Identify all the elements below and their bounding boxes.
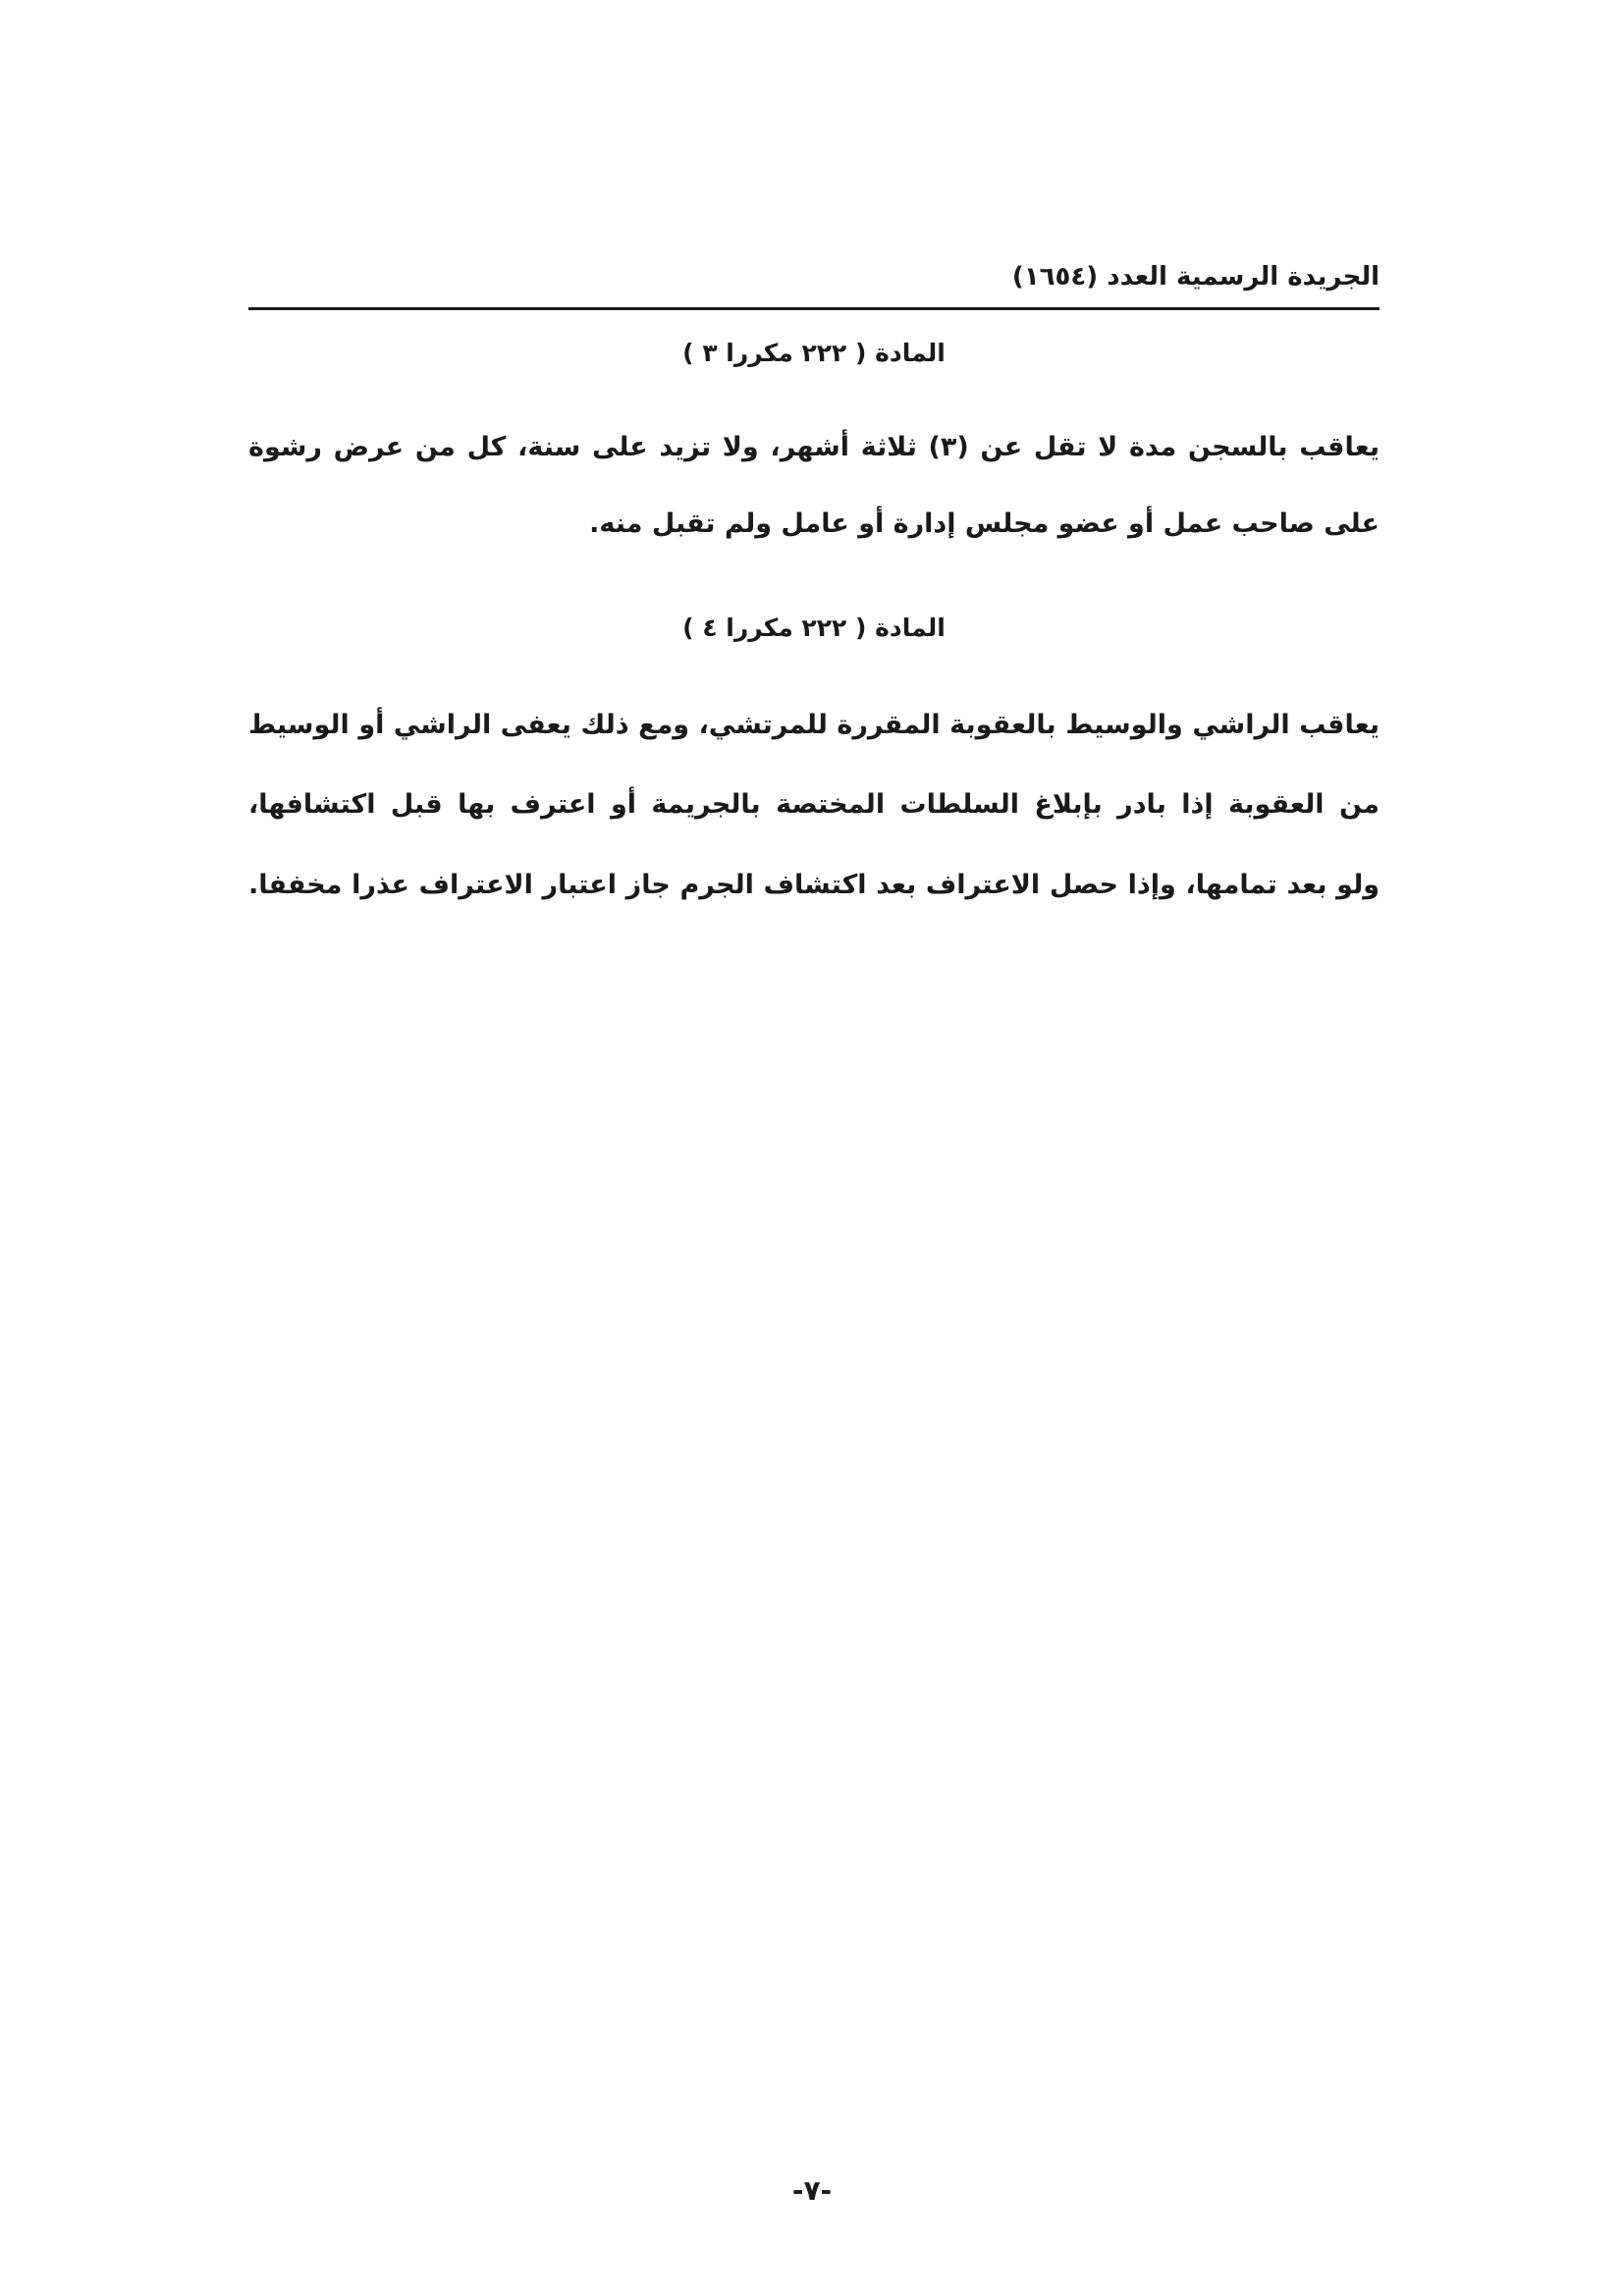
article-text-line: يعاقب بالسجن مدة لا تقل عن (٣) ثلاثة أشهر، ولا تزيد على سنة، كل من عرض رشوة (248, 432, 1380, 462)
gazette-header-title: الجريدة الرسمية العدد (١٦٥٤) (1011, 262, 1380, 292)
article-text-line: من العقوبة إذا بادر بإبلاغ السلطات المختصة بالجريمة أو اعترف بها قبل اكتشافها، (248, 789, 1380, 820)
article-text-line: ولو بعد تمامها، وإذا حصل الاعتراف بعد اكتشاف الجرم جاز اعتبار الاعتراف عذرا مخففا. (248, 870, 1380, 900)
article-title: المادة ( ٢٢٢ مكررا ٤ ) (682, 614, 946, 642)
article-title: المادة ( ٢٢٢ مكررا ٣ ) (682, 339, 946, 367)
article-text-line: يعاقب الراشي والوسيط بالعقوبة المقررة للمرتشي، ومع ذلك يعفى الراشي أو الوسيط (248, 710, 1380, 740)
article-text-line: على صاحب عمل أو عضو مجلس إدارة أو عامل ولم تقبل منه. (589, 508, 1380, 539)
page-number: -٧- (791, 2174, 833, 2207)
header-divider (248, 307, 1380, 310)
